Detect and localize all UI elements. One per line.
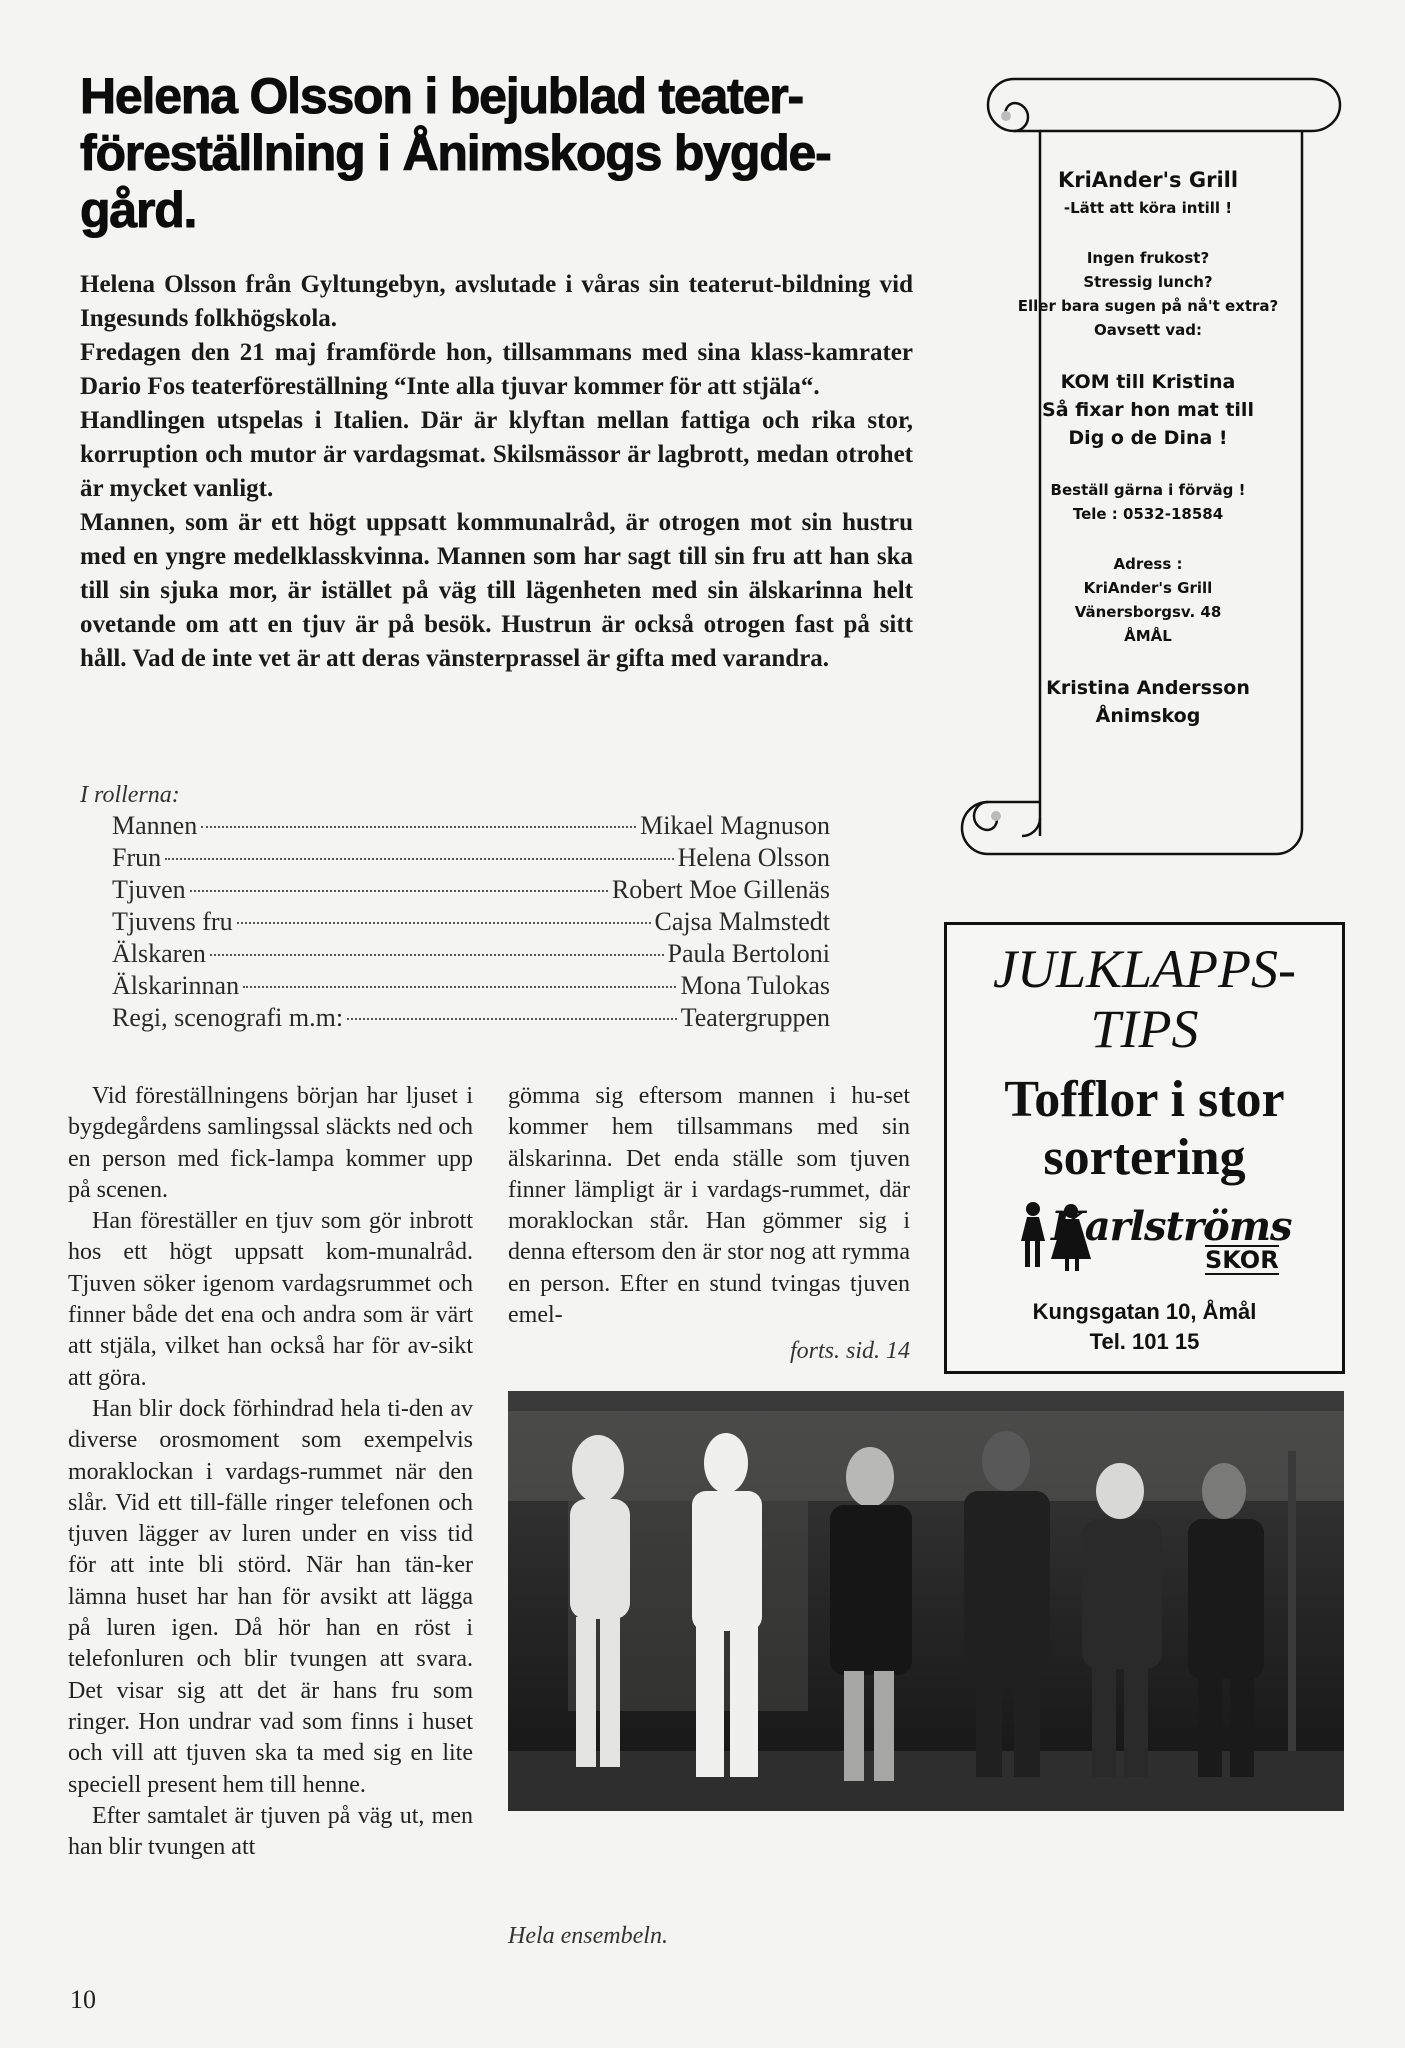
cast-row [112,970,830,1002]
ad-headline-line: TIPS [1090,999,1199,1059]
body-paragraph: Han föreställer en tjuv som gör inbrott hos ett högt uppsatt kom-munalråd. Tjuven söker igenom vardagsrummet och finner både det ena och andra som är värt att stjäla, vilket han också har för av-sikt att göra. [68,1208,473,1391]
cast-role: Älskaren [112,939,206,968]
grill-phone: Tele : 0532-18584 [1072,505,1224,523]
grill-advertisement [948,76,1348,906]
karlstroms-advertisement [944,922,1345,1374]
store-phone: Tel. 101 15 [1089,1329,1200,1354]
grill-pitch: Så fixar hon mat till [1042,399,1254,421]
article-intro [80,268,913,676]
photo-caption: Hela ensembeln. [508,1923,668,1949]
cast-row [112,874,830,906]
cast-actor: Mikael Magnuson [640,811,830,840]
cast-actor: Mona Tulokas [680,971,830,1000]
intro-paragraph: Handlingen utspelas i Italien. Där är klyftan mellan fattiga och rika stor, korruption och mutor är vardagsmat. Skilsmässor är lagbrott, medan otrohet är mycket vanligt. [80,407,913,502]
page-number: 10 [70,1985,96,2014]
grill-address-label: Adress : [1113,555,1183,573]
dot-leader [210,954,664,956]
intro-paragraph: Mannen, som är ett högt uppsatt kommunalråd, är otrogen mot sin hustru med en yngre medelklasskvinna. Mannen som har sagt till sin fru att han ska till sin sjuka mor, är istället på väg till lägenheten med sin älskarinna helt ovetande om att en tjuv är på besök. Hustrun är också otrogen fast på sitt håll. Vad de inte vet är att deras vänsterprassel är gifta med varandra. [80,509,913,672]
store-address [947,1297,1342,1357]
cast-actor: Cajsa Malmstedt [654,907,830,936]
ensemble-photo [508,1391,1344,1811]
body-column-left [68,1081,473,1863]
brand-name: Karlströms [1051,1203,1292,1250]
store-street: Kungsgatan 10, Åmål [1032,1299,1257,1324]
dot-leader [243,986,676,988]
dot-leader [201,826,636,828]
dot-leader [237,922,651,924]
cast-role: Tjuvens fru [112,907,233,936]
grill-owner: Kristina Andersson [1046,677,1250,699]
cast-actor: Teatergruppen [680,1003,830,1032]
cast-actor: Paula Bertoloni [667,939,830,968]
ad-offer [947,1071,1342,1187]
grill-address-name: KriAnder's Grill [1083,579,1213,597]
dot-leader [190,890,608,892]
body-column-middle [508,1081,910,1331]
ad-offer-line: Tofflor i stor [1004,1071,1285,1128]
article-headline: Helena Olsson i bejublad teater-föreställning i Ånimskogs bygde-gård. [80,68,831,238]
cast-actor: Robert Moe Gillenäs [611,875,830,904]
cast-row [112,938,830,970]
ad-offer-line: sortering [1043,1129,1246,1186]
grill-ad-text [988,164,1308,730]
cast-list [80,780,830,1034]
grill-question: Ingen frukost? [1086,249,1210,267]
intro-paragraph: Fredagen den 21 maj framförde hon, tillsammans med sina klass-kamrater Dario Fos teaterföreställning “Inte alla tjuvar kommer för att stjäla“. [80,339,913,400]
grill-slogan: -Lätt att köra intill ! [1063,199,1233,217]
cast-role: Frun [112,843,162,872]
continued-note: forts. sid. 14 [789,1338,910,1364]
grill-question: Stressig lunch? [1083,273,1213,291]
cast-heading: I rollerna: [80,782,180,808]
stage-photo-illustration [508,1391,1344,1811]
cast-role: Tjuven [112,875,186,904]
ad-headline-line: JULKLAPPS- [993,939,1296,999]
body-paragraph: Han blir dock förhindrad hela ti-den av diverse orosmoment som exempelvis moraklockan i vardags-rummet när den slår. Vid ett till-fälle ringer telefonen och tjuven lägger av luren under en viss tid för att inte bli störd. När han tän-ker lämna huset har han för avsikt att lägga på luren igen. Då hör han en röst i telefonluren och blir tvungen att svara. Det visar sig att det är hans fru som ringer. Hon undrar vad som finns i huset och vill att tjuven ska ta med sig en lite speciell present hem till henne. [68,1395,473,1798]
cast-role: Älskarinnan [112,971,240,1000]
grill-name: KriAnder's Grill [1057,168,1239,192]
cast-row [112,810,830,842]
cast-role: Mannen [112,811,198,840]
brand-subtitle: SKOR [1205,1246,1279,1274]
cast-row [112,1002,830,1034]
dot-leader [347,1018,677,1020]
grill-pitch: KOM till Kristina [1060,371,1236,393]
intro-paragraph: Helena Olsson från Gyltungebyn, avslutade i våras sin teaterut-bildning vid Ingesunds folkhögskola. [80,271,913,332]
grill-question: Oavsett vad: [1094,321,1202,339]
karlstroms-logo [947,1197,1342,1275]
cast-actor: Helena Olsson [677,843,830,872]
grill-order-note: Beställ gärna i förväg ! [1050,481,1246,499]
cast-row [112,842,830,874]
grill-question: Eller bara sugen på nå't extra? [1017,297,1279,315]
grill-address-street: Vänersborgsv. 48 [1074,603,1222,621]
body-paragraph: Efter samtalet är tjuven på väg ut, men han blir tvungen att [68,1802,473,1861]
body-paragraph: Vid föreställningens början har ljuset i bygdegårdens samlingssal släckts ned och en person med fick-lampa kommer upp på scenen. [68,1083,473,1203]
body-paragraph: gömma sig eftersom mannen i hu-set kommer hem tillsammans med sin älskarinna. Det enda ställe som tjuven finner lämpligt är i vardags-rummet, där moraklockan står. Han gömmer sig i denna eftersom den är stor nog att rymma en person. Efter en stund tvingas tjuven emel- [508,1083,910,1329]
cast-row [112,906,830,938]
ad-headline [947,939,1342,1059]
grill-pitch: Dig o de Dina ! [1068,427,1228,449]
grill-owner-place: Ånimskog [1095,705,1201,727]
cast-role: Regi, scenografi m.m: [112,1003,344,1032]
grill-address-city: ÅMÅL [1124,627,1172,645]
dot-leader [165,858,674,860]
